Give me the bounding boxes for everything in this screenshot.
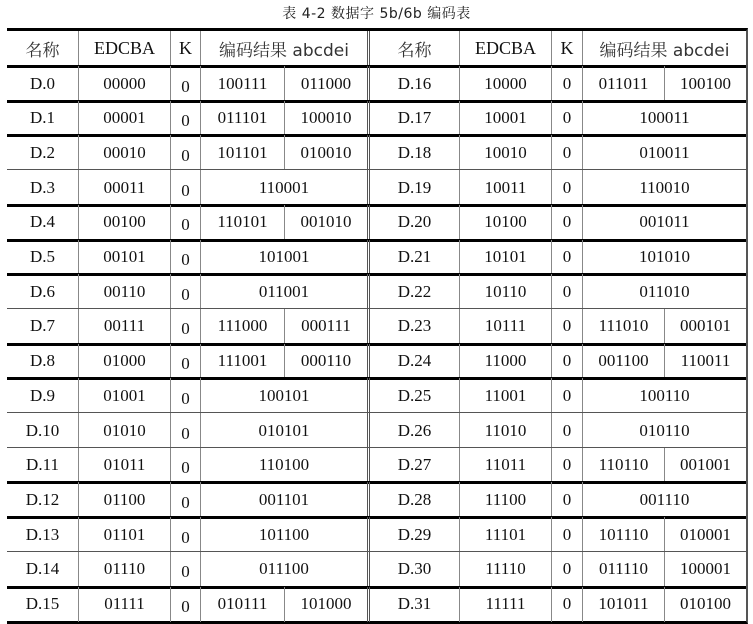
k-value: 0 [170,517,200,552]
k-value: 0 [170,66,200,101]
k-value: 0 [170,344,200,379]
code-rd-minus: 110101 [200,205,284,240]
edcba-value: 10010 [459,135,551,170]
code-rd-plus: 101000 [284,587,367,622]
header-k: K [170,31,200,66]
code-rd-minus: 111000 [200,309,284,344]
edcba-value: 11000 [459,344,551,379]
k-value: 0 [551,344,582,379]
code-rd-minus: 100111 [200,66,284,101]
k-value: 0 [551,170,582,205]
table-row [7,309,746,344]
table-row [7,135,746,170]
table-row [7,205,746,240]
code-rd-plus: 001010 [284,205,367,240]
symbol-name: D.20 [367,205,459,240]
code-rd-minus: 011011 [582,66,664,101]
code-value: 100101 [200,378,367,413]
code-rd-plus: 011000 [284,66,367,101]
k-value: 0 [551,587,582,622]
k-value: 0 [551,378,582,413]
code-value: 110001 [200,170,367,205]
k-value: 0 [170,413,200,448]
edcba-value: 00010 [78,135,170,170]
table-row [7,170,746,205]
table-row [7,274,746,309]
k-value: 0 [170,205,200,240]
header-name: 名称 [25,41,60,61]
k-value: 0 [170,309,200,344]
k-value: 0 [170,170,200,205]
symbol-name: D.26 [367,413,459,448]
k-value: 0 [170,448,200,483]
k-value: 0 [551,274,582,309]
k-value: 0 [170,587,200,622]
symbol-name: D.23 [367,309,459,344]
code-value: 101100 [200,517,367,552]
symbol-name: D.25 [367,378,459,413]
symbol-name: D.31 [367,587,459,622]
edcba-value: 01101 [78,517,170,552]
k-value: 0 [551,135,582,170]
symbol-name: D.0 [29,73,56,93]
edcba-value: 00101 [78,240,170,275]
symbol-name: D.2 [29,142,56,162]
symbol-name: D.30 [367,552,459,587]
edcba-value: 11111 [459,587,551,622]
symbol-name: D.13 [25,524,60,544]
edcba-value: 10110 [459,274,551,309]
table-header-row [7,31,746,66]
symbol-name: D.19 [367,170,459,205]
code-value: 010110 [582,413,746,448]
edcba-value: 10011 [459,170,551,205]
edcba-value: 00011 [78,170,170,205]
k-value: 0 [170,240,200,275]
code-rd-plus: 100010 [284,101,367,136]
edcba-value: 11110 [459,552,551,587]
k-value: 0 [551,309,582,344]
symbol-name: D.18 [367,135,459,170]
symbol-name: D.12 [25,489,60,509]
edcba-value: 10000 [459,66,551,101]
edcba-value: 00000 [78,66,170,101]
edcba-value: 01011 [78,448,170,483]
code-rd-plus: 000110 [284,344,367,379]
table-row [7,482,746,517]
symbol-name: D.4 [29,212,56,232]
symbol-name: D.3 [29,177,56,197]
code-value: 001110 [582,482,746,517]
edcba-value: 01000 [78,344,170,379]
edcba-value: 01001 [78,378,170,413]
edcba-value: 01100 [78,482,170,517]
k-value: 0 [551,101,582,136]
edcba-value: 11101 [459,517,551,552]
k-value: 0 [551,413,582,448]
header-edcba-right: EDCBA [459,31,551,66]
edcba-value: 11011 [459,448,551,483]
symbol-name: D.14 [25,559,60,579]
table-row [7,552,746,587]
code-value: 010101 [200,413,367,448]
symbol-name: D.22 [367,274,459,309]
code-value: 011100 [200,552,367,587]
symbol-name: D.28 [367,482,459,517]
symbol-name: D.10 [25,420,60,440]
table-row [7,101,746,136]
code-value: 001011 [582,205,746,240]
header-name-right: 名称 [367,31,459,66]
symbol-name: D.17 [367,101,459,136]
code-rd-plus: 010100 [664,587,746,622]
edcba-value: 00111 [78,309,170,344]
edcba-value: 01110 [78,552,170,587]
edcba-value: 00110 [78,274,170,309]
edcba-value: 10111 [459,309,551,344]
table-row [7,240,746,275]
symbol-name: D.7 [29,316,56,336]
code-rd-minus: 101110 [582,517,664,552]
code-value: 110100 [200,448,367,483]
header-k-right: K [551,31,582,66]
table-row [7,413,746,448]
symbol-name: D.29 [367,517,459,552]
k-value: 0 [551,552,582,587]
code-rd-minus: 101101 [200,135,284,170]
table-row [7,448,746,483]
k-value: 0 [551,482,582,517]
k-value: 0 [170,274,200,309]
encoding-table [7,28,748,624]
code-value: 101001 [200,240,367,275]
header-result: 编码结果 abcdei [200,31,367,66]
symbol-name: D.6 [29,281,56,301]
code-rd-plus: 100001 [664,552,746,587]
symbol-name: D.11 [26,455,59,475]
symbol-name: D.9 [29,385,56,405]
symbol-name: D.1 [29,108,56,128]
code-rd-minus: 110110 [582,448,664,483]
code-rd-plus: 010001 [664,517,746,552]
edcba-value: 10101 [459,240,551,275]
table-row [7,378,746,413]
table-row [7,344,746,379]
k-value: 0 [170,135,200,170]
code-value: 011001 [200,274,367,309]
code-rd-minus: 011101 [200,101,284,136]
code-rd-plus: 001001 [664,448,746,483]
table-row [7,66,746,101]
k-value: 0 [170,378,200,413]
code-rd-plus: 000111 [284,309,367,344]
k-value: 0 [551,448,582,483]
table-row [7,587,746,622]
header-result-right: 编码结果 abcdei [582,31,746,66]
k-value: 0 [551,240,582,275]
edcba-value: 11010 [459,413,551,448]
table-caption: 表 4-2 数据字 5b/6b 编码表 [282,6,471,22]
code-value: 110010 [582,170,746,205]
edcba-value: 00100 [78,205,170,240]
symbol-name: D.15 [25,594,60,613]
code-rd-plus: 110011 [664,344,746,379]
edcba-value: 01111 [78,587,170,622]
code-rd-plus: 010010 [284,135,367,170]
code-rd-plus: 100100 [664,66,746,101]
k-value: 0 [551,66,582,101]
edcba-value: 10001 [459,101,551,136]
k-value: 0 [170,101,200,136]
k-value: 0 [170,552,200,587]
symbol-name: D.21 [367,240,459,275]
code-value: 010011 [582,135,746,170]
code-value: 001101 [200,482,367,517]
header-edcba: EDCBA [78,31,170,66]
code-value: 101010 [582,240,746,275]
code-rd-plus: 000101 [664,309,746,344]
k-value: 0 [170,482,200,517]
edcba-value: 11100 [459,482,551,517]
code-rd-minus: 011110 [582,552,664,587]
code-rd-minus: 010111 [200,587,284,622]
symbol-name: D.5 [29,247,56,266]
code-value: 100011 [582,101,746,136]
symbol-name: D.27 [367,448,459,483]
k-value: 0 [551,205,582,240]
edcba-value: 11001 [459,378,551,413]
symbol-name: D.24 [367,344,459,379]
symbol-name: D.8 [29,351,56,371]
code-value: 011010 [582,274,746,309]
edcba-value: 00001 [78,101,170,136]
code-rd-minus: 111010 [582,309,664,344]
code-rd-minus: 111001 [200,344,284,379]
code-value: 100110 [582,378,746,413]
k-value: 0 [551,517,582,552]
edcba-value: 10100 [459,205,551,240]
table-row [7,517,746,552]
symbol-name: D.16 [367,66,459,101]
code-rd-minus: 001100 [582,344,664,379]
edcba-value: 01010 [78,413,170,448]
code-rd-minus: 101011 [582,587,664,622]
